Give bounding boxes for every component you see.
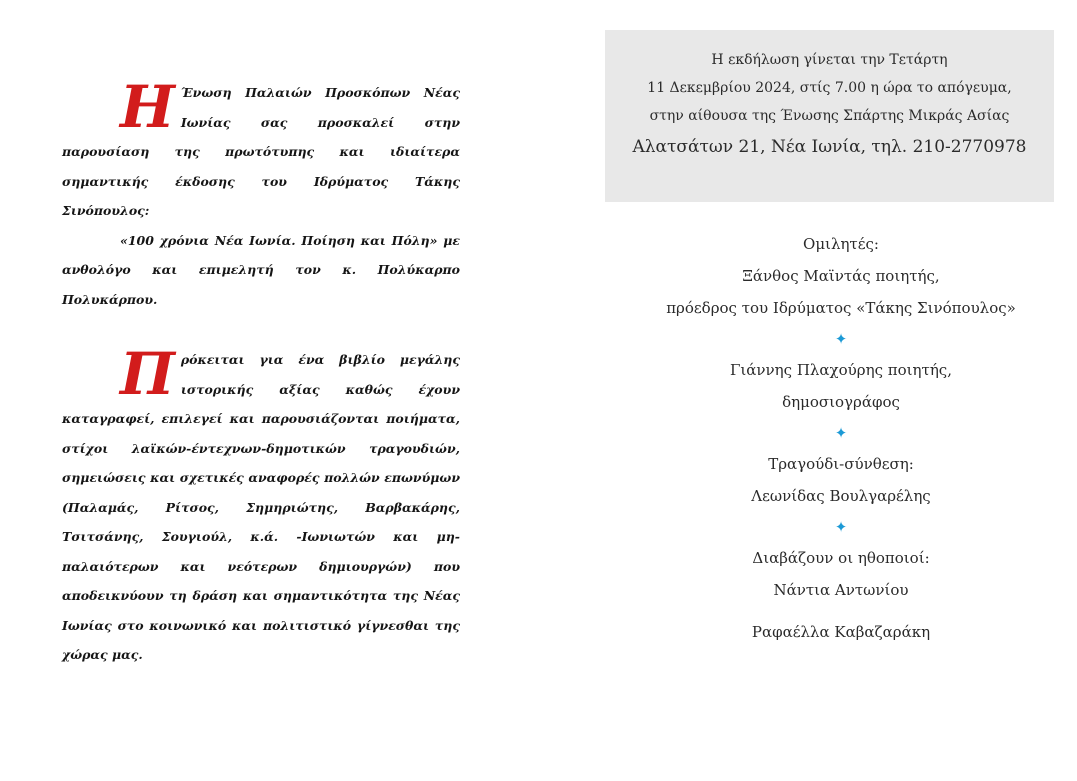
event-info-box (605, 30, 1054, 202)
invitation-text: Ένωση Παλαιών Προσκόπων Νέας Ιωνίας σας προσκαλεί στην παρουσίαση της πρωτότυπης και ιδιαίτερα σημαντικής έκδοσης του Ιδρύματος Τάκης Σινόπουλος: (62, 85, 460, 218)
event-day: Η εκδήλωση γίνεται την Τετάρτη (711, 52, 948, 68)
event-venue: στην αίθουσα της Ένωσης Σπάρτης Μικράς Ασίας (649, 108, 1010, 124)
reader-1: Νάντια Αντωνίου (773, 581, 909, 599)
reader-2: Ραφαέλλα Καβαζαράκη (751, 623, 931, 641)
speaker-2-name: Γιάννης Πλαχούρης ποιητής, (730, 361, 952, 379)
speaker-1-role: πρόεδρος του Ιδρύματος «Τάκης Σινόπουλος» (666, 299, 1016, 317)
book-title-line: «100 χρόνια Νέα Ιωνία. Ποίηση και Πόλη» με ανθολόγο και επιμελητή τον κ. Πολύκαρπο Πολυκάρπου. (62, 232, 460, 307)
separator-star-icon: ✦ (834, 424, 848, 442)
drop-cap-initial: Π (120, 340, 175, 408)
speaker-2-role: δημοσιογράφος (782, 393, 900, 411)
song-heading: Τραγούδι-σύνθεση: (768, 455, 914, 473)
event-program (605, 228, 1077, 648)
invitation-paragraph-2 (62, 340, 460, 670)
book-description: ρόκειται για ένα βιβλίο μεγάλης ιστορικής αξίας καθώς έχουν καταγραφεί, επιλεγεί και παρουσιάζονται ποιήματα, στίχοι λαϊκών-έντεχνων-δημοτικών τραγουδιών, σημειώσεις και σχετικές αναφορές πολλών επωνύμων (Παλαμάς, Ρίτσος, Σημηριώτης, Βαρβακάρης, Τσιτσάνης, Σουγιούλ, κ.ά. -Ιωνιωτών και μη- παλαιότερων και νεότερων δημιουργών) που αποδεικνύουν τη δράση και σημαντικότητα της Νέας Ιωνίας στο κοινωνικό και πολιτιστικό γίγνεσθαι της χώρας μας. (62, 352, 460, 662)
invitation-paragraph-1 (62, 73, 460, 314)
speakers-heading: Ομιλητές: (803, 235, 879, 253)
invitation-text-column (62, 73, 460, 670)
drop-cap-initial: Η (120, 73, 175, 141)
song-person: Λεωνίδας Βουλγαρέλης (751, 487, 931, 505)
speaker-1-name: Ξάνθος Μαϊντάς ποιητής, (742, 267, 940, 285)
event-date-time: 11 Δεκεμβρίου 2024, στίς 7.00 η ώρα το απόγευμα, (647, 80, 1012, 96)
readers-heading: Διαβάζουν οι ηθοποιοί: (752, 549, 930, 567)
separator-star-icon: ✦ (834, 518, 848, 536)
event-address: Αλατσάτων 21, Νέα Ιωνία, τηλ. 210-2770978 (632, 137, 1027, 157)
separator-star-icon: ✦ (834, 330, 848, 348)
